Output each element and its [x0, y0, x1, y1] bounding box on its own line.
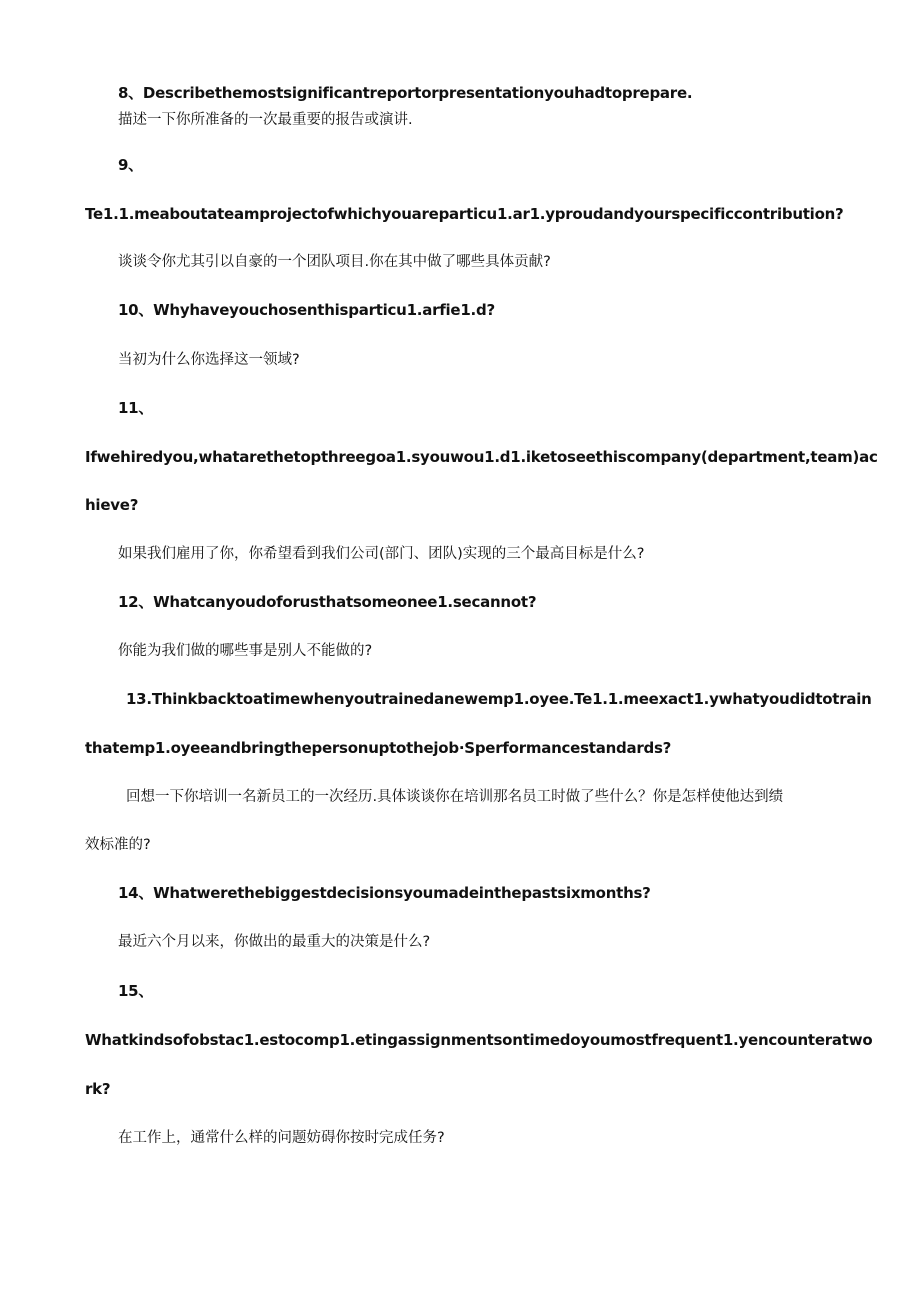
question-14-chinese: 最近六个月以来，你做出的最重大的决策是什么? — [118, 934, 431, 950]
question-13-english-line1: 13.Thinkbacktoatimewhenyoutrainedanewemp1.oyee.Te1.1.meexact1.ywhatyoudidtotrain — [126, 690, 872, 708]
question-14-english: 14、Whatwerethebiggestdecisionsyoumadeinthepastsixmonths? — [118, 884, 651, 902]
question-11-english-line2: hieve? — [85, 496, 139, 514]
question-11-number: 11、 — [118, 399, 154, 417]
question-9-english: Te1.1.meaboutateamprojectofwhichyouareparticu1.ar1.yproudandyourspecificcontribution? — [85, 205, 844, 223]
question-12-english: 12、Whatcanyoudoforusthatsomeonee1.secannot? — [118, 593, 537, 611]
question-8-english: 8、Describethemostsignificantreportorpresentationyouhadtoprepare. — [118, 84, 693, 102]
question-9-chinese: 谈谈令你尤其引以自豪的一个团队项目.你在其中做了哪些具体贡献? — [118, 254, 551, 270]
question-10-chinese: 当初为什么你选择这一领域? — [118, 352, 300, 368]
question-11-english-line1: Ifwehiredyou,whatarethetopthreegoa1.syouwou1.d1.iketoseethiscompany(department,team)ac — [85, 448, 878, 466]
question-8-chinese: 描述一下你所准备的一次最重要的报告或演讲. — [118, 112, 413, 128]
question-13-english-line2: thatemp1.oyeeandbringthepersonuptothejob·Sperformancestandards? — [85, 739, 672, 757]
question-15-english-line1: Whatkindsofobstac1.estocomp1.etingassignmentsontimedoyoumostfrequent1.yencounteratwo — [85, 1031, 873, 1049]
question-15-english-line2: rk? — [85, 1080, 111, 1098]
question-13-chinese-line1: 回想一下你培训一名新员工的一次经历.具体谈谈你在培训那名员工时做了些什么？你是怎样使他达到绩 — [126, 789, 784, 805]
question-10-english: 10、Whyhaveyouchosenthisparticu1.arfie1.d? — [118, 301, 495, 319]
question-13-chinese-line2: 效标准的? — [85, 837, 151, 853]
question-11-chinese: 如果我们雇用了你，你希望看到我们公司(部门、团队)实现的三个最高目标是什么? — [118, 546, 645, 562]
question-9-number: 9、 — [118, 156, 143, 174]
question-15-chinese: 在工作上，通常什么样的问题妨碍你按时完成任务? — [118, 1130, 445, 1146]
question-12-chinese: 你能为我们做的哪些事是别人不能做的? — [118, 643, 373, 659]
question-15-number: 15、 — [118, 982, 154, 1000]
